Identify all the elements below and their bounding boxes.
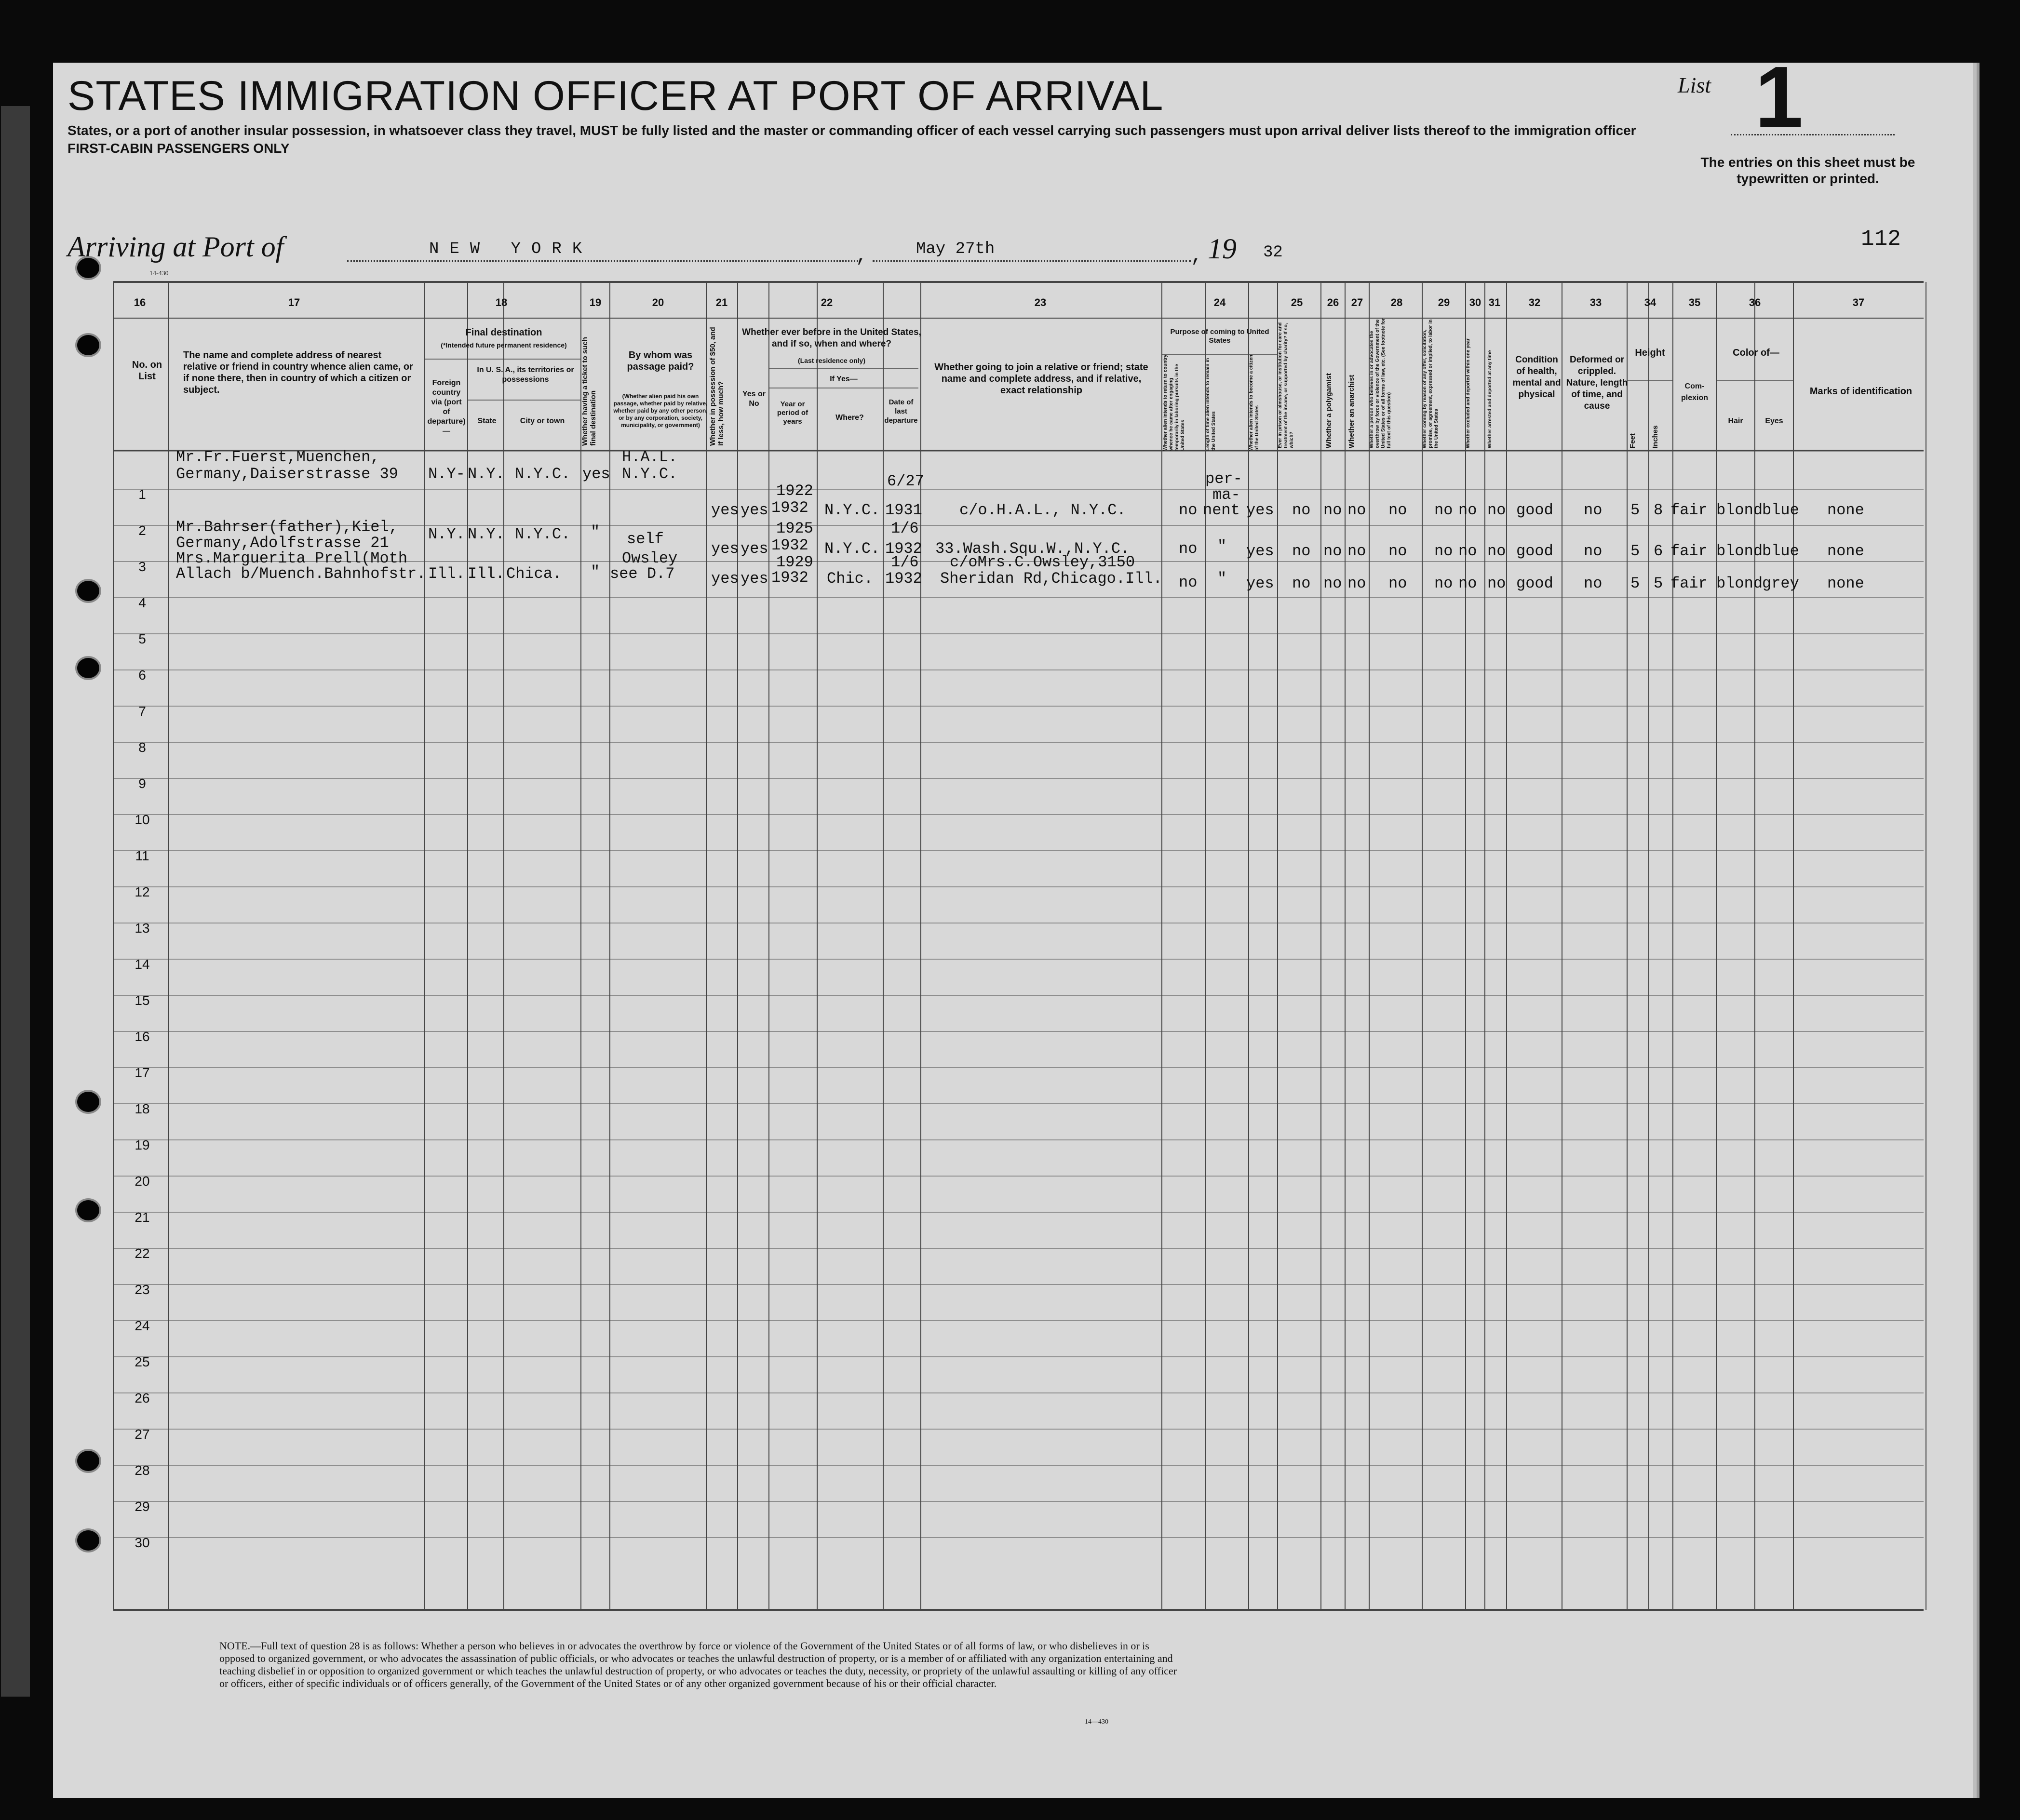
list-note: The entries on this sheet must be typewritten or printed. [1700,155,1915,186]
instructions-text: States, or a port of another insular possession, in whatsoever class they travel, MUST be fully listed and the master or commanding officer of each vessel carrying such passengers must upon arrival deliver lists thereof to the immigration officer [67,123,1636,138]
header-final-destination: Final destination [465,327,542,338]
row-number: 16 [135,1029,150,1044]
header-join-relative: Whether going to join a relative or friend; state name and complete address, and if relative, exact relationship [934,362,1148,396]
row-number: 9 [138,776,146,791]
header-last-departure: Date of last departure [884,398,918,425]
row2-paid-line1: self [627,530,664,548]
row1-prison: no [1292,501,1311,519]
header-city: City or town [520,417,565,425]
row3-eyes: grey [1762,575,1799,592]
arriving-label: Arriving at Port of [67,231,284,263]
row3-labor: no [1434,575,1453,592]
row2-deported: no [1487,542,1506,560]
row3-inches: 5 [1654,575,1663,592]
row1-departure-line2: 1931 [885,501,922,519]
column-number: 32 [1528,296,1541,308]
row1-hair: blond [1716,501,1763,519]
header-marks: Marks of identification [1809,386,1912,397]
row-number: 7 [138,704,146,719]
header-years: Year or period of years [777,400,808,426]
row-number: 30 [135,1535,150,1550]
row1-excluded: no [1458,501,1477,519]
row1-ticket: yes [582,465,610,483]
header-usa: In U. S. A., its territories or possessions [477,366,574,384]
row2-deformed: no [1584,542,1603,560]
row-number: 3 [138,559,146,574]
row1-polygamist: no [1323,501,1342,519]
column-number: 20 [652,296,664,308]
row3-departure-line1: 1/6 [891,553,919,571]
header-polygamist: Whether a polygamist [1325,373,1333,448]
header-purpose: Purpose of coming to United States [1170,328,1269,345]
header-foreign-country: Foreign country via (port of departure)— [427,379,466,435]
header-purpose-return: Whether alien intends to return to country whence he came after engaging temporarily in laboring pursuits in the United States [1163,354,1185,451]
row2-fifty: yes [711,540,739,558]
row3-years-line2: 1932 [771,569,808,587]
row1-health: good [1516,501,1553,519]
header-labor: Whether coming by reason of any offer, solicitation, promise, or agreement, expressed or implied, to labor in the United States [1422,319,1439,448]
header-state: State [477,417,497,425]
row3-feet: 5 [1630,575,1640,592]
row-number: 29 [135,1499,150,1514]
row3-polygamist: no [1323,575,1342,592]
row3-health: good [1516,575,1553,592]
row2-foreign: N.Y. [428,525,465,543]
header-height: Height [1635,348,1665,358]
column-number: 31 [1488,296,1501,308]
row2-before: yes [741,540,768,558]
row2-overthrow: no [1388,542,1407,560]
header-no-on-list: No. on List [132,360,162,382]
row1-years-line2: 1932 [771,499,808,517]
column-number: 36 [1749,296,1761,308]
row3-paid-line1: Owsley [622,549,678,567]
year-value: 32 [1263,243,1283,262]
row-number: 21 [135,1210,150,1225]
row1-relative-line1: Mr.Fr.Fuerst,Muenchen, [176,448,380,466]
column-number: 25 [1291,296,1303,308]
row3-ticket: " [591,563,600,581]
row1-years-line1: 1922 [776,482,813,500]
row-number: 13 [135,921,150,936]
date-comma: , [1191,246,1203,268]
row1-join: c/o.H.A.L., N.Y.C. [959,501,1126,519]
row2-complexion: fair [1670,542,1708,560]
row2-where: N.Y.C. [824,540,880,558]
row2-feet: 5 [1630,542,1640,560]
header-if-yes: If Yes— [830,375,858,383]
row3-relative-line1: Mrs.Marguerita Prell(Moth [176,549,408,567]
row1-eyes: blue [1762,501,1799,519]
footer-form-code: 14—430 [1085,1718,1108,1726]
row2-eyes: blue [1762,542,1799,560]
row2-join: 33.Wash.Squ.W.,N.Y.C. [935,540,1130,558]
row-number: 6 [138,668,146,682]
row1-marks: none [1827,501,1864,519]
row-number: 12 [135,884,150,899]
row1-purpose-a: no [1179,501,1198,519]
row3-foreign: Ill. [428,565,465,583]
header-deported: Whether arrested and deported at any time [1487,350,1493,448]
row2-purpose-a: no [1179,540,1198,558]
row2-years-line1: 1925 [776,520,813,537]
row-number: 23 [135,1282,150,1297]
row-number: 14 [135,957,150,972]
row-number: 22 [135,1246,150,1261]
row3-relative-line2: Allach b/Muench.Bahnhofstr. [176,565,426,583]
row3-excluded: no [1458,575,1477,592]
row2-excluded: no [1458,542,1477,560]
row2-ticket: " [591,523,600,541]
row3-paid-line2: see D.7 [610,565,675,583]
row1-deformed: no [1584,501,1603,519]
row2-purpose-b: " [1217,537,1227,555]
row2-polygamist: no [1323,542,1342,560]
row3-deformed: no [1584,575,1603,592]
row1-feet: 5 [1630,501,1640,519]
column-number: 18 [495,296,508,308]
column-number: 35 [1688,296,1701,308]
passenger-class-label: FIRST-CABIN PASSENGERS ONLY [67,141,290,156]
row2-relative-line1: Mr.Bahrser(father),Kiel, [176,518,398,536]
column-number: 22 [821,296,833,308]
row1-before: yes [741,501,768,519]
row2-relative-line2: Germany,Adolfstrasse 21 [176,534,389,552]
row3-hair: blond [1716,575,1763,592]
row3-join-line1: c/oMrs.C.Owsley,3150 [950,553,1135,571]
row-number: 27 [135,1427,150,1442]
row1-purpose-b-line3: nent [1203,501,1240,519]
row3-years-line1: 1929 [776,553,813,571]
row2-city: N.Y.C. [515,525,571,543]
row1-purpose-b-line1: per- [1205,470,1242,488]
row2-labor: no [1434,542,1453,560]
row2-hair: blond [1716,542,1763,560]
row2-health: good [1516,542,1553,560]
header-where: Where? [835,414,864,422]
header-color-of: Color of— [1733,348,1779,358]
row3-complexion: fair [1670,575,1708,592]
footnote-question-28: NOTE.—Full text of question 28 is as follows: Whether a person who believes in or advocates the overthrow by force or violence of the Government of the United States or of all forms of law, or who disbelieves in or is opposed to organized government, or who advocates the assassination of public officials, or who advocates or teaches the unlawful destruction of property, or is a member of or affiliated with any organization entertaining and teaching disbelief in or opposition to organized government or which teaches the unlawful destruction of property, or who advocates or teaches the duty, necessity, or propriety of the unlawful assaulting or killing of any officer or officers, either of specific individuals or of officers generally, of the Government of the United States or of any other organized government because of his or their official character. [219,1640,1177,1689]
row3-purpose-b: " [1217,570,1227,588]
sheet-number: 112 [1861,227,1901,252]
row1-state: N.Y. [468,465,505,483]
header-passage-paid: By whom was passage paid? [627,350,694,372]
row1-paid-line1: H.A.L. [622,448,678,466]
port-value: NEW YORK [429,240,593,258]
header-fifty-dollars: Whether in possession of $50, and if less, how much? [709,327,725,446]
row-number: 26 [135,1391,150,1405]
row1-paid-line2: N.Y.C. [622,465,678,483]
row3-before: yes [741,570,768,588]
header-overthrow: Whether a person who believes in or advocates the overthrow by force or violence of the Government of the United States or of all forms of law, etc. (See footnote for full text of this question) [1369,318,1392,448]
header-purpose-citizen: Whether alien intends to become a citizen of the United States [1249,355,1260,451]
row1-departure-line1: 6/27 [887,472,924,490]
row3-where: Chic. [827,570,874,588]
row3-purpose-c: yes [1246,575,1274,592]
header-inches: Inches [1651,425,1659,448]
row3-departure-line2: 1932 [885,570,922,588]
row-number: 24 [135,1318,150,1333]
column-number: 24 [1213,296,1226,308]
row-number: 1 [138,487,146,502]
header-ticket: Whether having a ticket to such final destination [581,337,597,446]
column-number: 23 [1034,296,1047,308]
row1-overthrow: no [1388,501,1407,519]
date-value: May 27th [916,240,995,258]
row1-where: N.Y.C. [824,501,880,519]
row3-fifty: yes [711,570,739,588]
column-number: 21 [715,296,728,308]
row1-relative-line2: Germany,Daiserstrasse 39 [176,465,398,483]
page-title: STATES IMMIGRATION OFFICER AT PORT OF ARRIVAL [67,73,1164,119]
row1-deported: no [1487,501,1506,519]
row2-prison: no [1292,542,1311,560]
year-prefix: 19 [1208,233,1237,265]
row2-purpose-c: yes [1246,542,1274,560]
row3-deported: no [1487,575,1506,592]
row3-city: Chica. [506,565,562,583]
row-number: 19 [135,1138,150,1152]
row-number: 2 [138,523,146,538]
row3-state: Ill. [468,565,505,583]
header-eyes: Eyes [1765,417,1783,425]
row-number: 15 [135,993,150,1008]
row-number: 11 [135,848,149,863]
header-purpose-length: Length of time alien intends to remain in the United States [1205,358,1216,451]
header-passage-paid-note: (Whether alien paid his own passage, whether paid by relative, whether paid by any other person, or by any corporation, society, municipality, or government) [613,393,708,428]
column-number: 29 [1438,296,1450,308]
row-number: 8 [138,740,146,755]
column-number: 30 [1469,296,1481,308]
row-number: 25 [135,1354,150,1369]
row2-inches: 6 [1654,542,1663,560]
header-before-in-us: Whether ever before in the United States, and if so, when and where? [742,327,921,349]
row1-labor: no [1434,501,1453,519]
row3-overthrow: no [1388,575,1407,592]
row-number: 5 [138,631,146,646]
header-anarchist: Whether an anarchist [1347,375,1356,448]
row-number: 17 [135,1065,150,1080]
row-number: 20 [135,1174,150,1189]
column-number: 34 [1644,296,1656,308]
column-number: 27 [1351,296,1363,308]
row3-marks: none [1827,575,1864,592]
row3-purpose-a: no [1179,574,1198,591]
port-comma: , [856,246,868,268]
header-prison: Ever in prison or almshouse, or institution for care and treatment of the insane, or supported by charity? If so, which? [1278,322,1294,448]
row1-complexion: fair [1670,501,1708,519]
header-health: Condition of health, mental and physical [1512,355,1561,400]
row2-state: N.Y. [468,525,505,543]
column-number: 28 [1390,296,1403,308]
column-number: 19 [589,296,602,308]
header-final-destination-note: (*Intended future permanent residence) [441,341,567,349]
row2-departure-line1: 1/6 [891,520,919,537]
header-hair: Hair [1728,417,1743,425]
column-number: 33 [1589,296,1602,308]
header-before-in-us-note: (Last residence only) [797,357,866,364]
row1-fifty: yes [711,501,739,519]
header-relative: The name and complete address of nearest relative or friend in country whence alien came, or if none there, then in country of which a citizen or subject. [183,350,413,395]
row-number: 28 [135,1463,150,1478]
row1-purpose-b-line2: ma- [1212,486,1240,504]
list-number: 1 [1755,49,1804,146]
column-number: 26 [1327,296,1339,308]
row2-marks: none [1827,542,1864,560]
column-number: 37 [1852,296,1865,308]
list-label: List [1678,73,1711,97]
header-feet: Feet [1629,433,1637,448]
row-number: 18 [135,1101,150,1116]
row1-anarchist: no [1347,501,1366,519]
header-deformed: Deformed or crippled. Nature, length of time, and cause [1566,355,1628,411]
row1-purpose-c: yes [1246,501,1274,519]
row3-anarchist: no [1347,575,1366,592]
row-number: 4 [138,595,146,610]
header-yes-no: Yes or No [742,390,766,408]
row3-prison: no [1292,575,1311,592]
row-number: 10 [135,812,150,827]
header-excluded: Whether excluded and deported within one year [1466,338,1471,448]
row1-foreign: N.Y- [428,465,465,483]
column-number: 17 [288,296,300,308]
row1-inches: 8 [1654,501,1663,519]
header-complexion: Com-plexion [1681,382,1708,402]
row2-departure-line2: 1932 [885,540,922,558]
form-code: 14-430 [149,270,169,277]
row2-anarchist: no [1347,542,1366,560]
row3-join-line2: Sheridan Rd,Chicago.Ill. [940,570,1162,588]
row1-city: N.Y.C. [515,465,571,483]
row2-years-line2: 1932 [771,536,808,554]
column-number: 16 [134,296,146,308]
